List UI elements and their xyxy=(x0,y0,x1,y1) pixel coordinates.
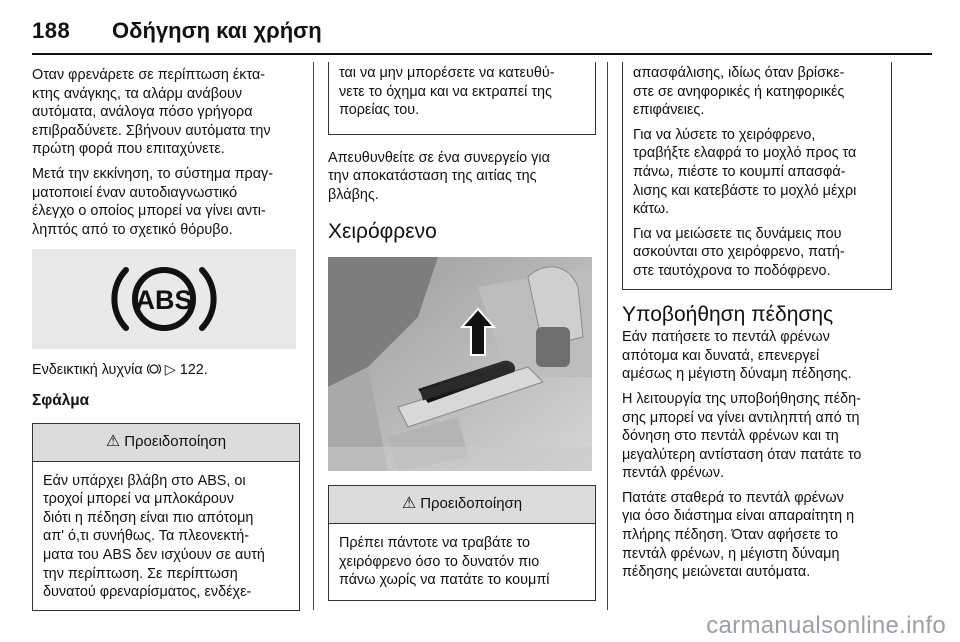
indicator-reference xyxy=(32,361,302,380)
abs-warning-light-icon xyxy=(104,256,224,342)
paragraph-brake-assist-release xyxy=(622,489,892,582)
warning-header xyxy=(33,424,299,462)
text-line: Εάν υπάρχει βλάβη στο ABS, οι xyxy=(43,472,246,489)
text-line: λισης και κατεβάστε το μοχλό μέχρι xyxy=(633,182,857,199)
text-line: πλήρης πέδηση. Όταν αφήσετε το xyxy=(622,527,839,544)
warning-body xyxy=(33,462,299,610)
text-line: χειρόφρενο όσο το δυνατόν πιο xyxy=(339,553,540,570)
warning-box-abs-fault xyxy=(32,423,300,611)
text-line: πάνω, πιέστε το κουμπί απασφά- xyxy=(633,163,846,180)
paragraph-brake-assist-feel xyxy=(622,390,892,483)
text-line: έλεγχο ο οποίος μπορεί να γίνει αντι- xyxy=(32,203,266,220)
text-line: δόνηση στο πεντάλ φρένων και τη xyxy=(622,428,839,445)
handbrake-illustration xyxy=(328,257,592,471)
warning-header xyxy=(329,486,595,524)
warning-triangle-icon: ⚠ xyxy=(105,432,121,450)
warning-title: Προειδοποίηση xyxy=(420,495,523,513)
text-line: αμέσως η μέγιστη δύναμη πέδησης. xyxy=(622,366,852,383)
text-line: Για να λύσετε το χειρόφρενο, xyxy=(633,126,816,143)
abs-warning-figure xyxy=(32,249,296,349)
text-line: νετε το όχημα και να εκτραπεί της xyxy=(339,83,552,100)
handbrake-photo xyxy=(328,257,592,471)
indicator-page-ref: 122. xyxy=(175,362,208,379)
warning-continued-paragraph-3 xyxy=(633,225,881,281)
text-line: πορείας του. xyxy=(339,102,420,119)
page-header xyxy=(32,18,932,52)
warning-continued-paragraph-1 xyxy=(633,62,881,120)
text-line: Εάν πατήσετε το πεντάλ φρένων xyxy=(622,329,830,346)
warning-title: Προειδοποίηση xyxy=(124,432,227,450)
text-line: στε ταυτόχρονα το ποδόφρενο. xyxy=(633,262,831,279)
text-line: Πατάτε σταθερά το πεντάλ φρένων xyxy=(622,489,844,506)
text-line: κάτω. xyxy=(633,201,670,218)
column-3 xyxy=(622,66,892,588)
text-line: Οταν φρενάρετε σε περίπτωση έκτα- xyxy=(32,67,266,83)
text-line: μεγαλύτερη αντίσταση όταν πατάτε το xyxy=(622,446,862,463)
text-line: πάνω χωρίς να πατάτε το κουμπί xyxy=(339,572,550,589)
column-divider-2 xyxy=(607,62,608,610)
text-line: Πρέπει πάντοτε να τραβάτε το xyxy=(339,535,531,552)
text-line: απ' ό,τι συνήθως. Τα πλεονεκτή- xyxy=(43,528,250,545)
text-line: τροχοί μπορεί να μπλοκάρουν xyxy=(43,491,234,508)
text-line: απασφάλισης, ιδίως όταν βρίσκε- xyxy=(633,65,845,81)
abs-icon-label: ABS xyxy=(135,285,193,316)
warning-body xyxy=(329,524,595,600)
text-line: την περίπτωση. Σε περίπτωση xyxy=(43,565,238,582)
text-line: Απευθυνθείτε σε ένα συνεργείο για xyxy=(328,149,550,166)
text-line: πέδησης μειώνεται αυτόματα. xyxy=(622,564,811,581)
text-line: κτης ανάγκης, τα αλάρμ ανάβουν xyxy=(32,85,243,102)
warning-box-continued xyxy=(622,62,892,290)
page-reference-icon: ▷ xyxy=(164,362,176,379)
section-title: Οδήγηση και χρήση xyxy=(112,18,322,43)
text-line: αυτόματα, ανάλογα πόσο γρήγορα xyxy=(32,104,253,121)
text-line: ματοποιεί έναν αυτοδιαγνωστικό xyxy=(32,184,238,201)
text-line: Μετά την εκκίνηση, το σύστημα πραγ- xyxy=(32,165,274,182)
text-line: πεντάλ φρένων. xyxy=(622,465,725,482)
text-line: επιβραδύνετε. Σβήνουν αυτόματα την xyxy=(32,122,271,139)
column-2 xyxy=(328,66,598,601)
text-line: πεντάλ φρένων, η μέγιστη δύναμη xyxy=(622,545,840,562)
handbrake-heading: Χειρόφρενο xyxy=(328,219,437,243)
text-line: ται να μην μπορέσετε να κατευθύ- xyxy=(339,65,555,81)
header-rule xyxy=(32,53,932,55)
watermark: carmanualsonline.info xyxy=(706,612,946,639)
text-line: σης μπορεί να γίνει αντιληπτή από τη xyxy=(622,409,860,426)
warning-triangle-icon: ⚠ xyxy=(401,495,417,513)
paragraph-emergency-braking xyxy=(32,66,302,159)
text-line: πρώτη φορά που επιταχύνετε. xyxy=(32,141,225,158)
warning-box-continued xyxy=(328,62,596,135)
text-line: ματα του ABS δεν ισχύουν σε αυτή xyxy=(43,546,265,563)
warning-continued-paragraph-2 xyxy=(633,126,881,219)
paragraph-workshop xyxy=(328,149,598,205)
text-line: απότομα και δυνατά, επενεργεί xyxy=(622,347,820,364)
column-1 xyxy=(32,66,302,611)
text-line: βλάβης. xyxy=(328,186,379,203)
text-line: ασκούνται στο χειρόφρενο, πατή- xyxy=(633,244,845,261)
paragraph-brake-assist-intro xyxy=(622,328,892,384)
text-line: Για να μειώσετε τις δυνάμεις που xyxy=(633,225,842,242)
column-divider-1 xyxy=(313,62,314,610)
text-line: επιφάνειες. xyxy=(633,102,705,119)
page-number: 188 xyxy=(32,18,71,43)
text-line: διότι η πέδηση είναι πιο απότομη xyxy=(43,509,254,526)
text-line: στε σε ανηφορικές ή κατηφορικές xyxy=(633,83,845,100)
abs-small-icon xyxy=(147,362,161,376)
text-line: Η λειτουργία της υποβοήθησης πέδη- xyxy=(622,390,861,407)
warning-box-handbrake xyxy=(328,485,596,601)
text-line: τραβήξτε ελαφρά το μοχλό προς τα xyxy=(633,145,857,162)
text-line: την αποκατάσταση της αιτίας της xyxy=(328,168,537,185)
paragraph-self-diagnosis xyxy=(32,165,302,239)
brake-assist-heading: Υποβοήθηση πέδησης xyxy=(622,302,834,326)
text-line: ληπτός από το σχετικό θόρυβο. xyxy=(32,221,233,238)
fault-heading: Σφάλμα xyxy=(32,391,90,409)
text-line: για όσο διάστημα είναι απαραίτητη η xyxy=(622,508,855,525)
indicator-text: Ενδεικτική λυχνία xyxy=(32,362,147,379)
text-line: δυνατού φρεναρίσματος, ενδέχε- xyxy=(43,584,252,601)
warning-continued-text xyxy=(339,62,585,120)
